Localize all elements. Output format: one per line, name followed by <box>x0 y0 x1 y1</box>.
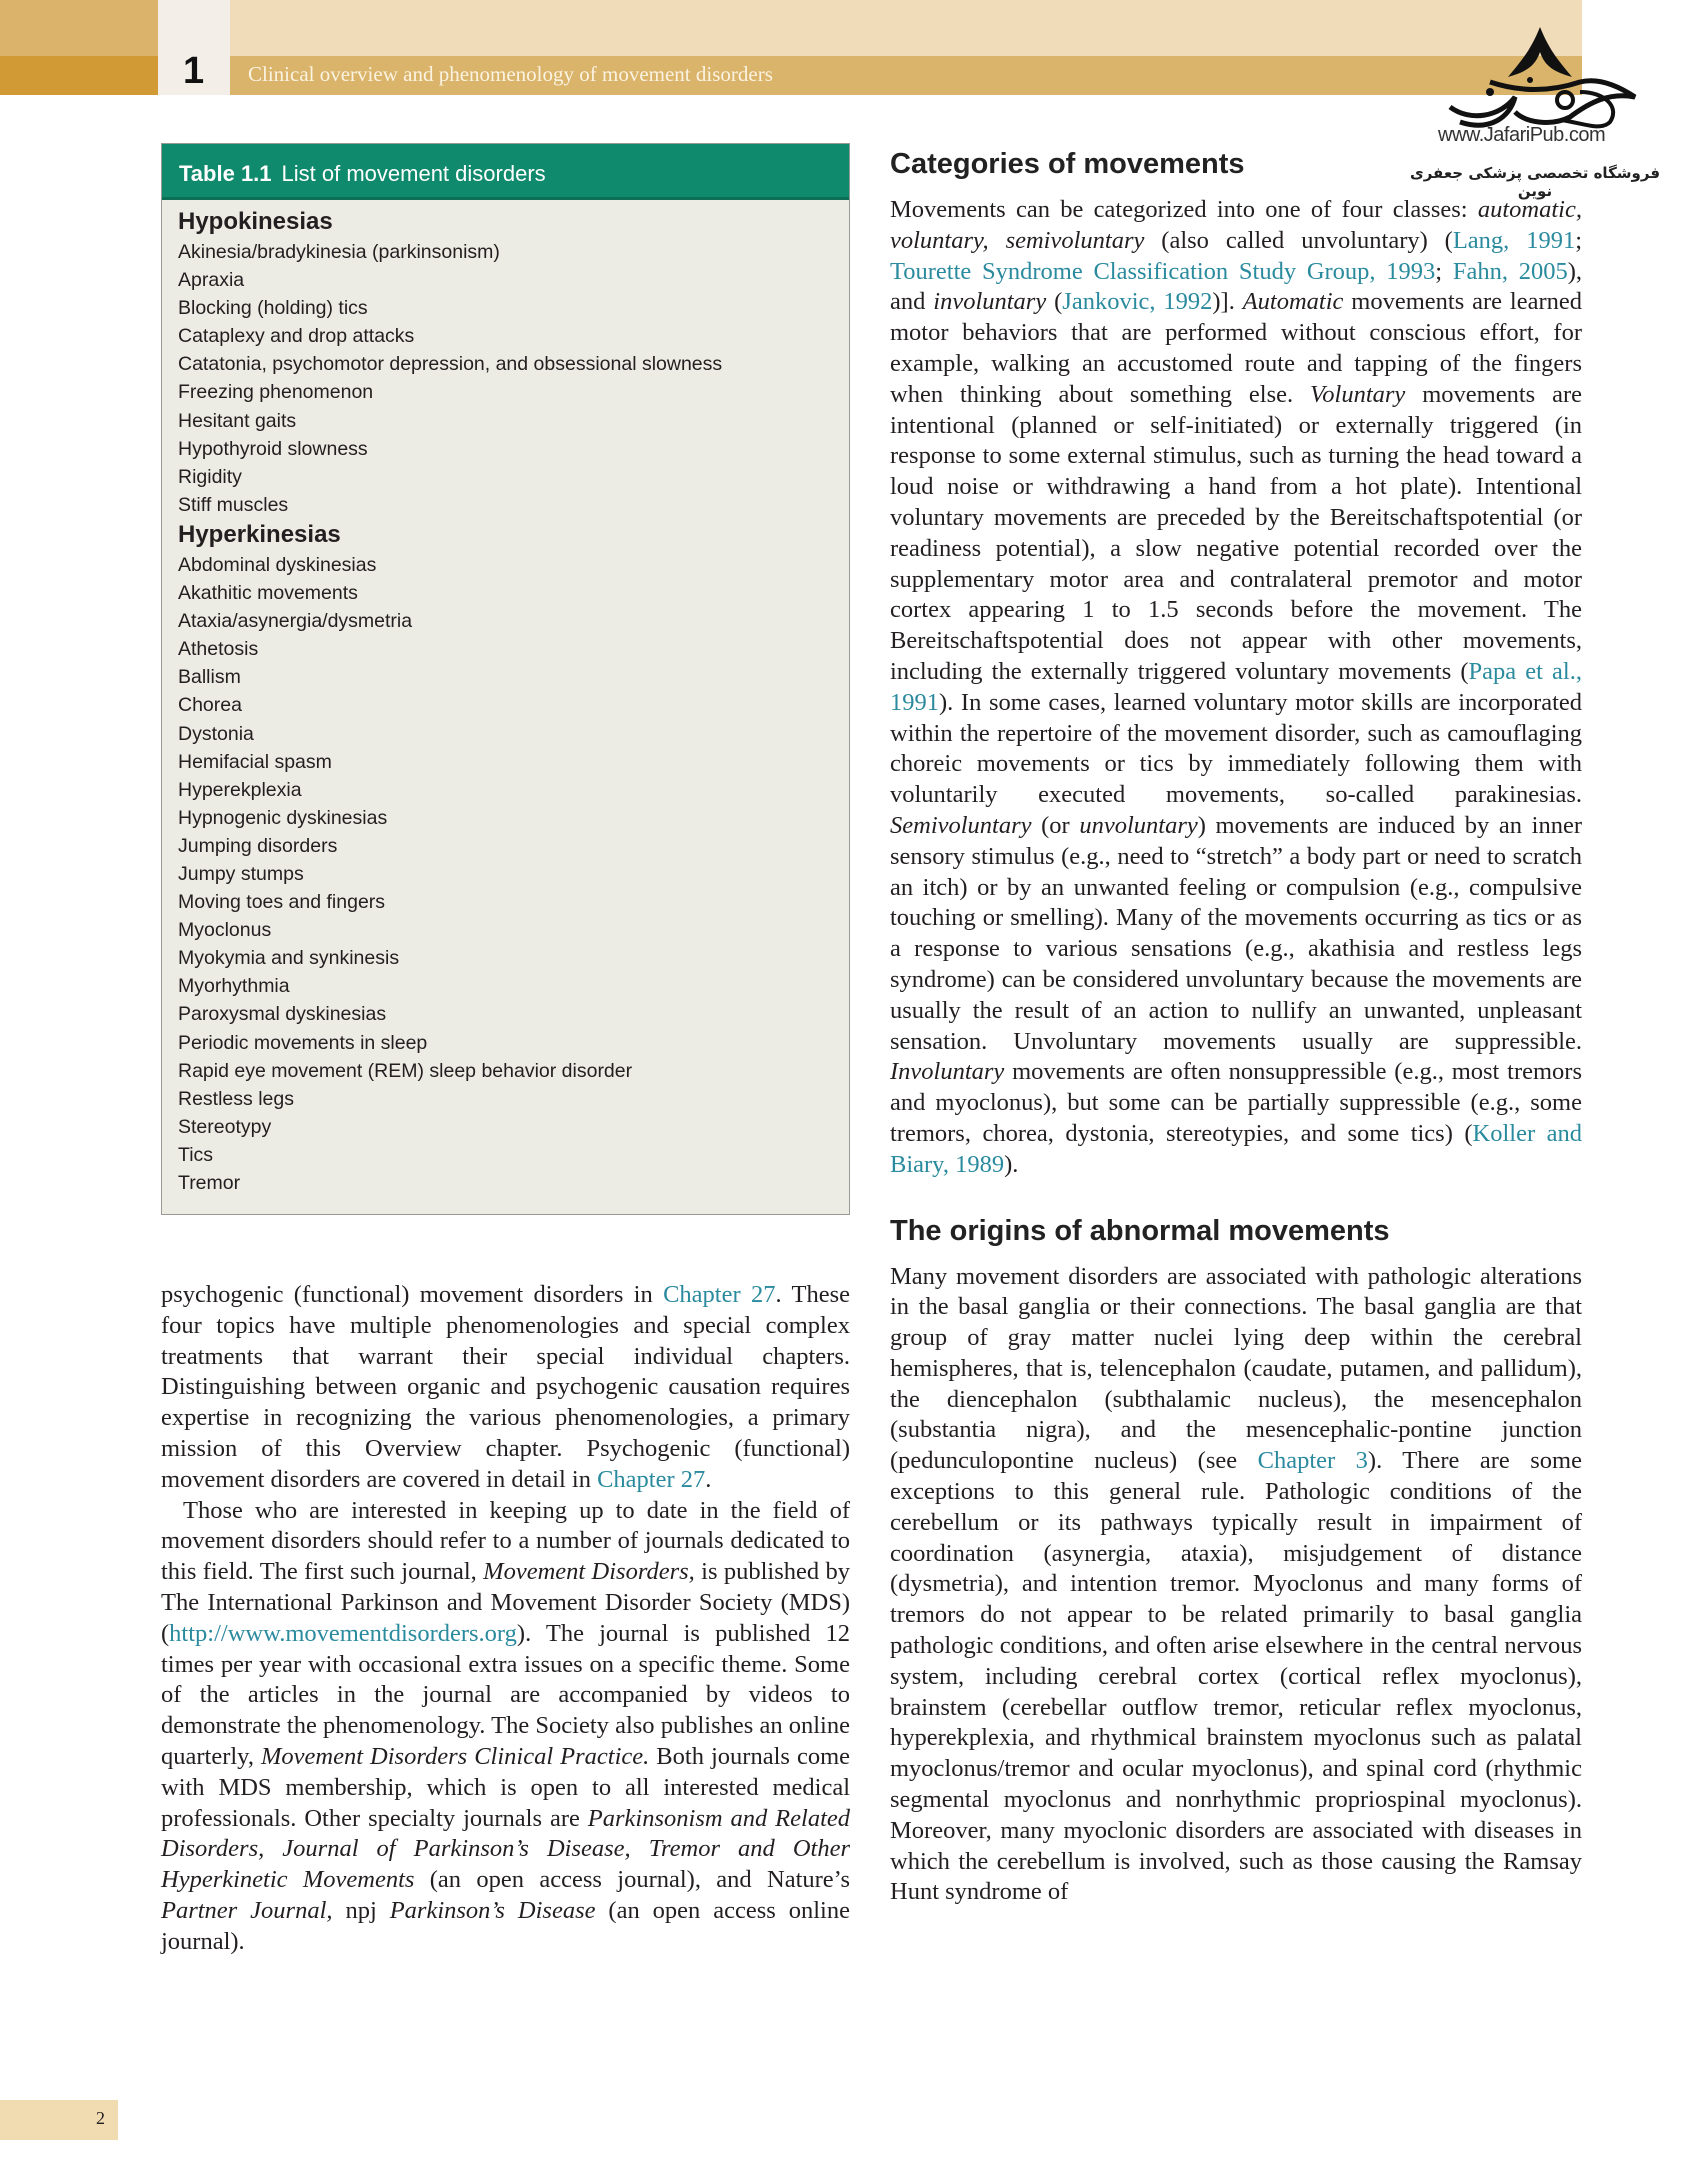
table-row: Hyperekplexia <box>178 778 302 801</box>
text-run: ). In some cases, learned voluntary motor skills are incorporated within the repertoire of the movement disorder, such as camouflaging choreic movements or tics by immediately following them with voluntarily executed movements, so-called parakinesias. <box>890 688 1582 809</box>
text-run: ). <box>1004 1150 1019 1178</box>
table-row: Ballism <box>178 666 241 689</box>
italic-text: Semivoluntary <box>890 811 1032 839</box>
reference-link[interactable]: Lang, 1991 <box>1452 226 1576 254</box>
table-row: Akathitic movements <box>178 582 358 605</box>
text-run: (or <box>1031 811 1080 839</box>
table-row: Rapid eye movement (REM) sleep behavior disorder <box>178 1059 633 1082</box>
reference-link[interactable]: http://www.movementdisorders.org <box>169 1619 517 1647</box>
reference-link[interactable]: Chapter 27 <box>597 1465 706 1493</box>
italic-text: Parkinson’s Disease <box>389 1896 596 1924</box>
chapter-number: 1 <box>183 50 205 92</box>
italic-text: Automatic <box>1242 288 1344 316</box>
italic-text: Movement Disorders, <box>483 1558 695 1586</box>
table-row: Catatonia, psychomotor depression, and obsessional slowness <box>178 353 723 376</box>
table-row: Hypothyroid slowness <box>178 437 368 460</box>
text-run: . These four topics have multiple phenomenologies and special complex treatments that warrant their special individual chapters. Distinguishing between organic and psychogenic causation requires expertise in recognizing the various phenomenologies, a primary mission of this Overview chapter. Psychogenic (functional) movement disorders are covered in detail in <box>161 1281 850 1493</box>
table-row: Akinesia/bradykinesia (parkinsonism) <box>178 241 500 263</box>
table-row: Stiff muscles <box>178 493 289 516</box>
table-label: Table 1.1 <box>179 161 272 186</box>
table-row: Chorea <box>178 694 242 717</box>
text-run: ( <box>1046 288 1063 316</box>
header-corner-band <box>0 56 158 95</box>
table-row: Restless legs <box>178 1087 294 1110</box>
text-run: npj <box>332 1896 390 1924</box>
italic-text: Involuntary <box>890 1058 1005 1086</box>
paragraph <box>890 1262 1582 1909</box>
reference-link[interactable]: Tourette Syndrome Classification Study Group, 1993 <box>890 257 1436 285</box>
text-run: (an open access online journal). <box>161 1896 850 1955</box>
italic-text: automatic, voluntary, semivoluntary <box>890 196 1582 254</box>
table-row: Dystonia <box>178 722 254 745</box>
reference-link[interactable]: Fahn, 2005 <box>1452 257 1568 285</box>
table-row: Rigidity <box>178 465 242 488</box>
table-group-heading: Hypokinesias <box>178 208 333 235</box>
right-text-column <box>890 148 1582 1908</box>
text-run: Movements can be categorized into one of four classes: <box>890 196 1478 223</box>
table-row: Jumpy stumps <box>178 862 304 885</box>
table-row: Myorhythmia <box>178 975 290 998</box>
movement-disorders-table <box>161 143 850 1215</box>
reference-link[interactable]: Chapter 27 <box>663 1281 776 1308</box>
table-title: List of movement disorders <box>281 161 546 186</box>
table-row: Cataplexy and drop attacks <box>178 325 415 348</box>
table-row: Periodic movements in sleep <box>178 1031 428 1054</box>
italic-text: unvoluntary <box>1079 811 1198 839</box>
table-row: Myoclonus <box>178 919 272 942</box>
text-run: Both journals come with MDS membership, which is open to all interested medical professionals. Other specialty journals are <box>161 1742 850 1832</box>
text-run: movements are learned motor behaviors that are performed without conscious effort, for example, walking an accustomed route and tapping of the fingers when thinking about something else. <box>890 288 1583 408</box>
text-run: is published by The International Parkinson and Movement Disorder Society (MDS) ( <box>161 1558 850 1647</box>
table-row: Tremor <box>178 1172 241 1194</box>
text-run: psychogenic (functional) movement disorders in <box>161 1281 664 1308</box>
italic-text: involuntary <box>933 288 1047 316</box>
table-group-heading: Hyperkinesias <box>178 520 341 548</box>
text-run: (an open access journal), and Nature’s <box>414 1866 850 1894</box>
table-row: Abdominal dyskinesias <box>178 553 377 576</box>
table-row: Hypnogenic dyskinesias <box>178 806 388 829</box>
text-run: ; <box>1435 257 1453 285</box>
text-run: movements are often nonsuppressible (e.g., most tremors and myoclonus), but some can be partially suppressible (e.g., some tremors, chorea, dystonia, stereotypies, and some tics) ( <box>890 1058 1582 1147</box>
header-band-light <box>230 0 1582 56</box>
text-run: ). The journal is published 12 times per year with occasional extra issues on a specific theme. Some of the articles in the journal are accompanied by videos to demonstrate the phenomenology. The Society also publishes an online quarterly, <box>161 1619 850 1770</box>
italic-text: Partner Journal, <box>161 1896 333 1924</box>
text-run: Many movement disorders are associated with pathologic alterations in the basal ganglia or their connections. The basal ganglia are that group of gray matter nuclei lying deep within the cerebral hemispheres, that is, telencephalon (caudate, putamen, and pallidum), the diencephalon (subthalamic nucleus), the mesencephalon (substantia nigra), and the mesencephalic-pontine junction (pedunculopontine nucleus) (see <box>890 1262 1582 1475</box>
italic-text: Parkinsonism and Related Disorders, Journal of Parkinson’s Disease, Tremor and Other Hyperkinetic Movements <box>161 1804 850 1894</box>
text-run: Those who are interested in keeping up to date in the field of movement disorders should refer to a number of journals dedicated to this field. The first such journal, <box>161 1496 850 1586</box>
publisher-tagline: فروشگاه تخصصی پزشکی جعفری نوین <box>1409 164 1661 200</box>
section-heading: The origins of abnormal movements <box>890 1214 1390 1247</box>
reference-link[interactable]: Chapter 3 <box>1257 1447 1368 1475</box>
table-row: Jumping disorders <box>178 834 338 857</box>
text-run: ). There are some exceptions to this general rule. Pathologic conditions of the cerebellum or its pathways typically result in impairment of coordination (asynergia, ataxia), misjudgement of distance (dysmetria), and intention tremor. Myoclonus and many forms of tremors do not appear to be related primarily to basal ganglia pathologic conditions, and often arise elsewhere in the central nervous system, including cerebral cortex (cortical reflex myoclonus), brainstem (cerebellar outflow tremor, reticular reflex myoclonus, hyperekplexia, and rhythmical brainstem myoclonus such as palatal myoclonus/tremor and ocular myoclonus), and spinal cord (rhythmic segmental myoclonus and nonrhythmic propriospinal myoclonus). Moreover, many myoclonic disorders are associated with diseases in which the cerebellum is involved, such as those causing the Ramsay Hunt syndrome of <box>890 1447 1582 1906</box>
table-row: Athetosis <box>178 638 259 661</box>
text-run: )]. <box>1212 288 1243 316</box>
reference-link[interactable]: Papa et al., 1991 <box>890 657 1582 716</box>
paragraph <box>161 1280 850 1496</box>
paragraph <box>161 1496 850 1958</box>
text-run: ; <box>1575 226 1583 254</box>
table-row: Hesitant gaits <box>178 409 297 432</box>
text-run: . <box>705 1465 712 1493</box>
reference-link[interactable]: Koller and Biary, 1989 <box>890 1119 1582 1178</box>
section-heading: Categories of movements <box>890 148 1245 180</box>
table-row: Tics <box>178 1143 214 1166</box>
paragraph <box>890 195 1582 1181</box>
text-run: movements are intentional (planned or self-initiated) or externally triggered (in response to some external stimulus, such as turning the head toward a loud noise or withdrawing a hand from a hot plate). Intentional voluntary movements are preceded by the Bereitschaftspotential (or readiness potential), a slow negative potential recorded over the supplementary motor area and contralateral premotor and motor cortex appearing 1 to 1.5 seconds before the movement. The Bereitschaftspotential does not appear with other movements, including the externally triggered voluntary movements ( <box>890 380 1582 685</box>
reference-link[interactable]: Jankovic, 1992 <box>1062 288 1213 316</box>
publisher-url: www.JafariPub.com <box>1438 124 1606 146</box>
table-row: Stereotypy <box>178 1115 272 1138</box>
running-header-title: Clinical overview and phenomenology of movement disorders <box>248 62 773 86</box>
page-number: 2 <box>96 2108 105 2128</box>
table-body <box>162 200 849 1197</box>
table-row: Freezing phenomenon <box>178 381 374 404</box>
table-row: Moving toes and fingers <box>178 891 386 914</box>
table-row: Blocking (holding) tics <box>178 297 368 320</box>
italic-text: Voluntary <box>1310 380 1406 408</box>
italic-text: Movement Disorders Clinical Practice. <box>261 1742 650 1770</box>
table-row: Myokymia and synkinesis <box>178 947 400 970</box>
table-row: Ataxia/asynergia/dysmetria <box>178 610 413 633</box>
text-run: ), and <box>890 257 1582 316</box>
table-row: Paroxysmal dyskinesias <box>178 1003 387 1026</box>
table-caption <box>162 144 849 200</box>
table-row: Apraxia <box>178 269 245 292</box>
header-corner-block <box>0 0 158 56</box>
table-row: Hemifacial spasm <box>178 750 332 773</box>
left-text-column <box>161 1280 850 1958</box>
text-run: ) movements are induced by an inner sensory stimulus (e.g., need to “stretch” a body part or need to scratch an itch) or by an unwanted feeling or compulsion (e.g., compulsive touching or smelling). Many of the movements occurring as tics or as a response to various sensations (e.g., akathisia and restless legs syndrome) can be considered unvoluntary because the movements are usually the result of an action to nullify an unwanted, unpleasant sensation. Unvoluntary movements usually are suppressible. <box>890 811 1582 1055</box>
text-run: (also called unvoluntary) ( <box>1144 226 1453 254</box>
